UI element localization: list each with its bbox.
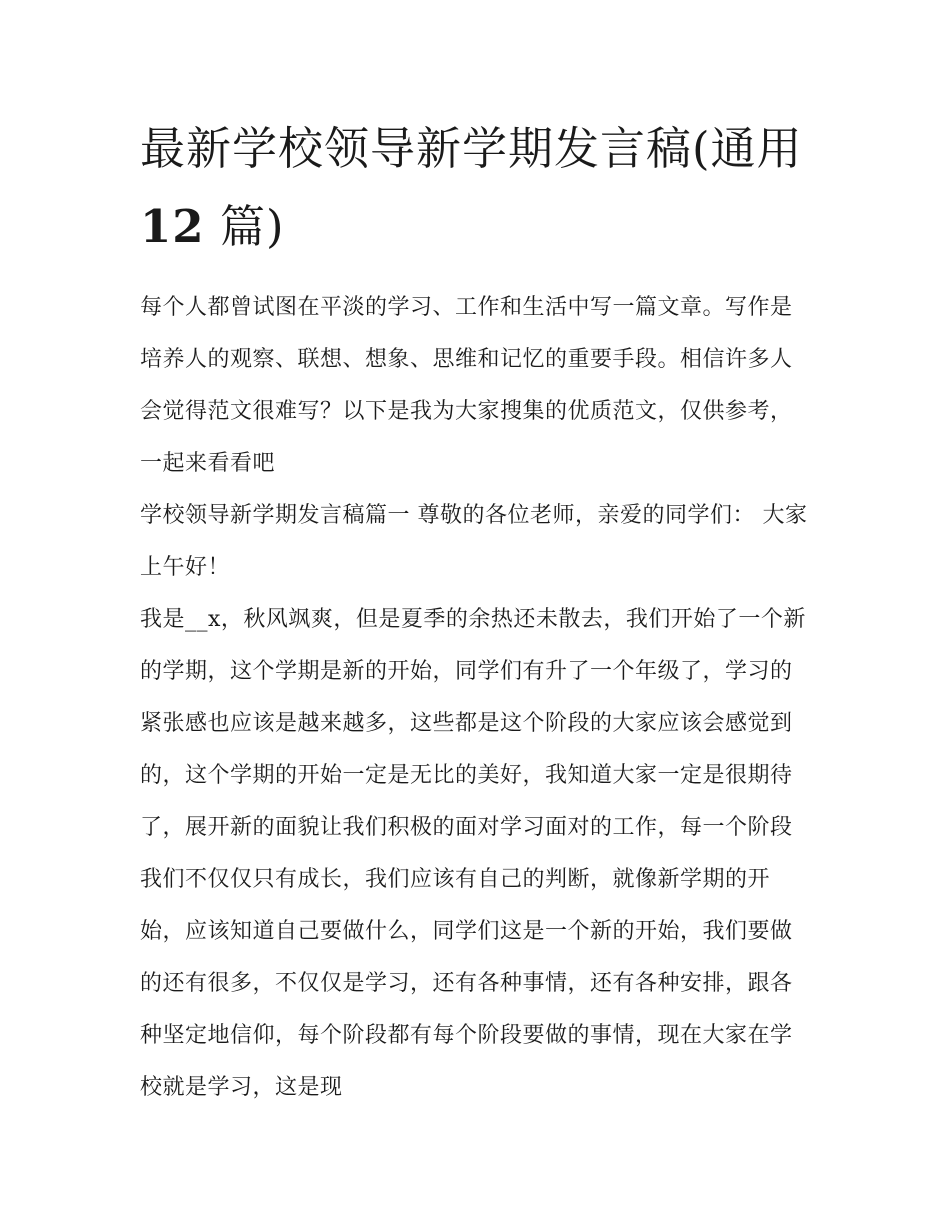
body-paragraph: 我是__x，秋风飒爽，但是夏季的余热还未散去，我们开始了一个新的学期，这个学期是新的开始，同学们有升了一个年级了，学习的紧张感也应该是越来越多，这些都是这个阶段的大家应该会感觉到的，这个学期的开始一定是无比的美好，我知道大家一定是很期待了，展开新的面貌让我们积极的面对学习面对的工作，每一个阶段我们不仅仅只有成长，我们应该有自己的判断，就像新学期的开始，应该知道自己要做什么，同学们这是一个新的开始，我们要做的还有很多，不仅仅是学习，还有各种事情，还有各种安排，跟各种坚定地信仰，每个阶段都有每个阶段要做的事情，现在大家在学校就是学习，这是现 <box>140 607 806 1100</box>
document-page <box>140 110 812 1114</box>
title-number: 12 <box>140 200 205 253</box>
title-text-part1: 最新学校领导新学期发言稿(通用 <box>140 122 803 175</box>
title-text-part2: 篇) <box>219 200 285 253</box>
intro-paragraph: 每个人都曾试图在平淡的学习、工作和生活中写一篇文章。写作是培养人的观察、联想、想象、思维和记忆的重要手段。相信许多人会觉得范文很难写？以下是我为大家搜集的优质范文，仅供参考，一起来看看吧 <box>140 295 793 476</box>
document-title <box>140 110 812 266</box>
section-heading: 学校领导新学期发言稿篇一 尊敬的各位老师，亲爱的同学们： 大家上午好！ <box>140 503 808 580</box>
